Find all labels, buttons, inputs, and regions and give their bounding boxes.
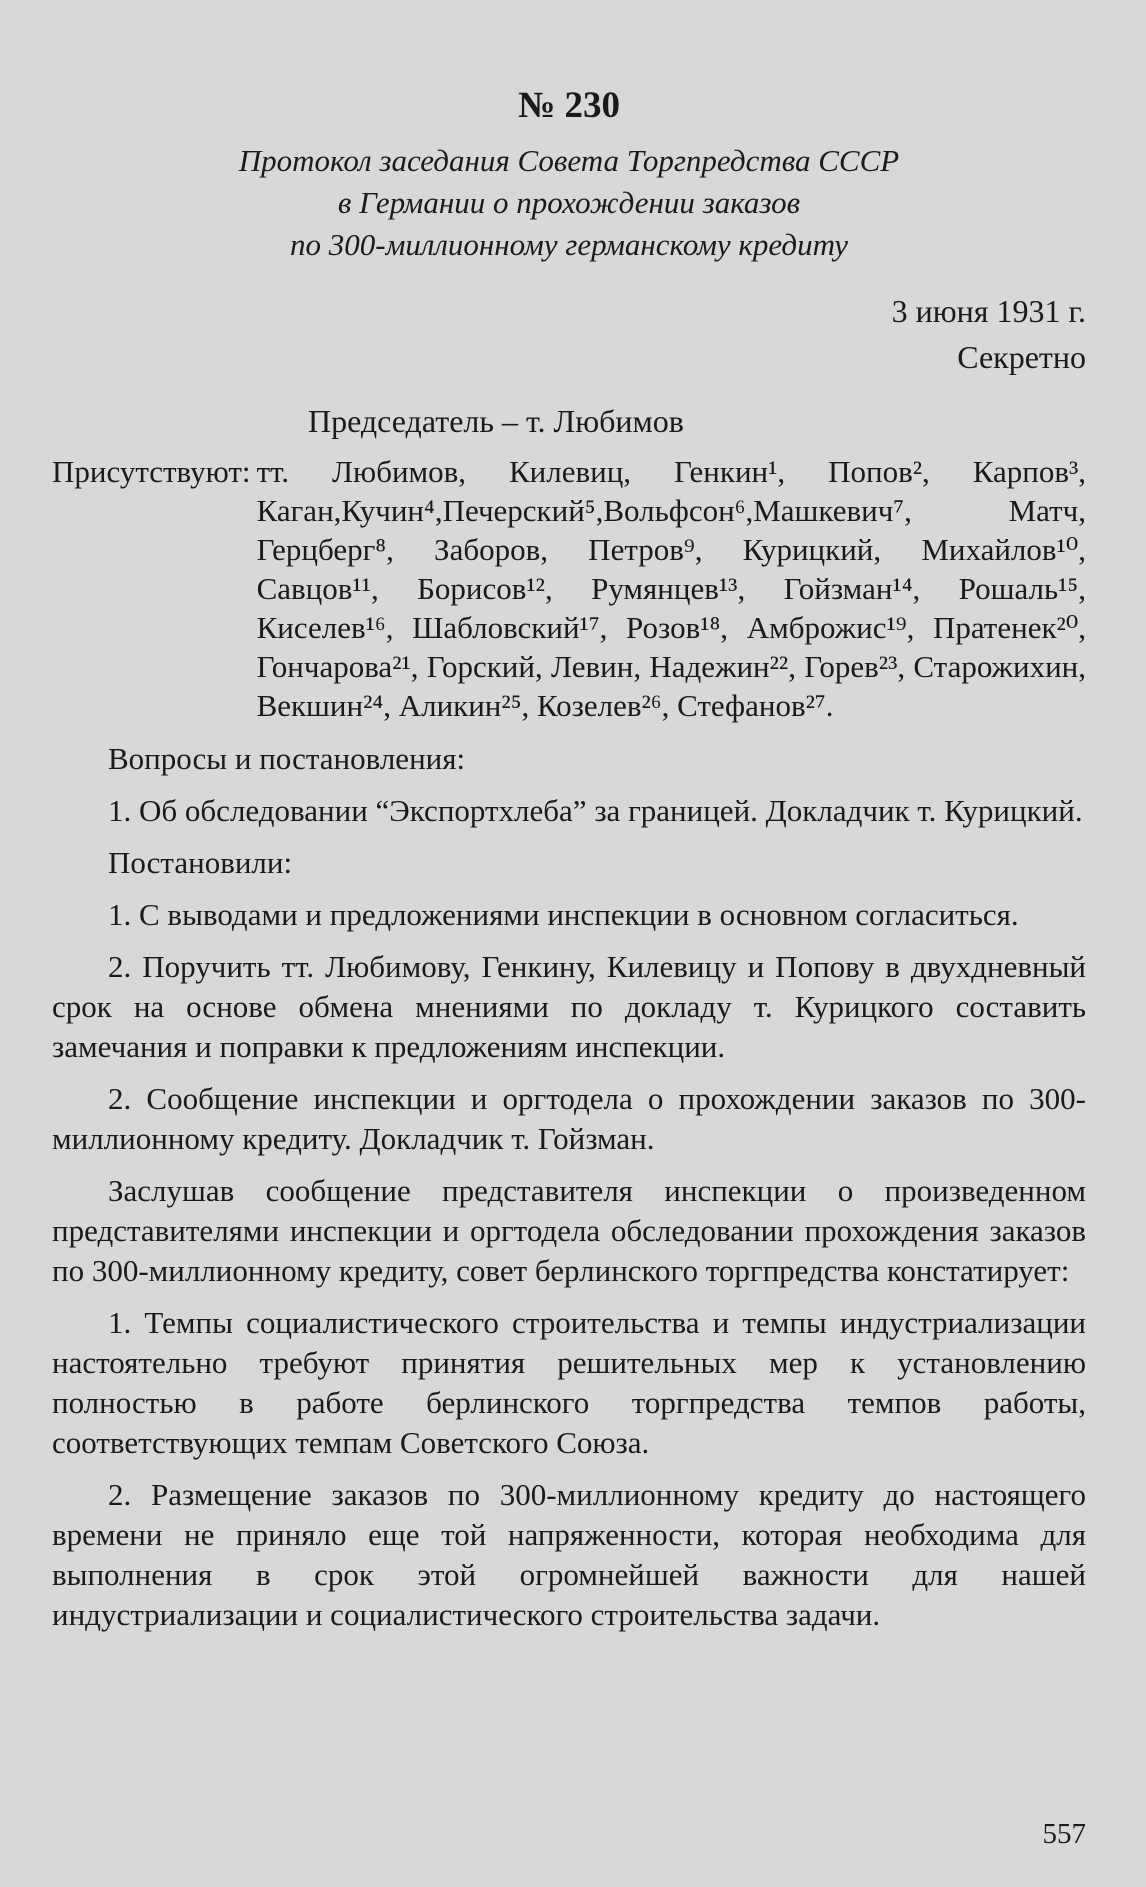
paragraph-item-2: 2. Сообщение инспекции и оргтодела о прохождении заказов по 300-миллионному кредиту. Докладчик т. Гойзман. (52, 1081, 1086, 1156)
document-title (52, 140, 1086, 266)
paragraph-resolution-1: 1. С выводами и предложениями инспекции в основном согласиться. (108, 897, 1019, 932)
attendees-block (52, 452, 1086, 725)
paragraph-hearing: Заслушав сообщение представителя инспекции о произведенном представителями инспекции и оргтодела обследовании прохождения заказов по 300-миллионному кредиту, совет берлинского торгпредства констатирует: (52, 1173, 1086, 1288)
classification-stamp: Секретно (957, 339, 1086, 375)
title-line-2: в Германии о прохождении заказов (337, 185, 801, 220)
document-date: 3 июня 1931 г. (891, 293, 1086, 329)
paragraph-agenda-heading: Вопросы и постановления: (108, 741, 466, 776)
chairman-line: Председатель – т. Любимов (308, 403, 684, 439)
paragraph-finding-2: 2. Размещение заказов по 300-миллионному кредиту до настоящего времени не приняло еще той напряженности, которая необходима для выполнения в срок этой огромнейшей важности для нашей индустриализации и социалистического строительства задачи. (52, 1477, 1086, 1632)
document-number: № 230 (518, 85, 620, 126)
attendees-list: тт. Любимов, Килевиц, Генкин¹, Попов², Карпов³, Каган,Кучин⁴,Печерский⁵,Вольфсон⁶,Машкевич⁷, Матч, Герцберг⁸, Заборов, Петров⁹, Курицкий, Михайлов¹⁰, Савцов¹¹, Борисов¹², Румянцев¹³, Гойзман¹⁴, Рошаль¹⁵, Киселев¹⁶, Шабловский¹⁷, Розов¹⁸, Амброжис¹⁹, Пратенек²⁰, Гончарова²¹, Горский, Левин, Надежин²², Горев²³, Старожихин, Векшин²⁴, Аликин²⁵, Козелев²⁶, Стефанов²⁷. (256, 454, 1086, 723)
attendees-label: Присутствуют: (52, 454, 251, 489)
title-line-3: по 300-миллионному германскому кредиту (290, 227, 848, 262)
paragraph-item-1: 1. Об обследовании “Экспортхлеба” за границей. Докладчик т. Курицкий. (108, 793, 1083, 828)
paragraph-resolution-2: 2. Поручить тт. Любимову, Генкину, Килевицу и Попову в двухдневный срок на основе обмена мнениями по докладу т. Курицкого составить замечания и поправки к предложениям инспекции. (52, 949, 1086, 1064)
paragraph-resolved-heading: Постановили: (108, 845, 293, 880)
page-number: 557 (1042, 1818, 1086, 1850)
title-line-1: Протокол заседания Совета Торгпредства СССР (238, 143, 900, 178)
paragraph-finding-1: 1. Темпы социалистического строительства и темпы индустриализации настоятельно требуют принятия решительных мер к установлению полностью в работе берлинского торгпредства темпов работы, соответствующих темпам Советского Союза. (52, 1305, 1086, 1460)
